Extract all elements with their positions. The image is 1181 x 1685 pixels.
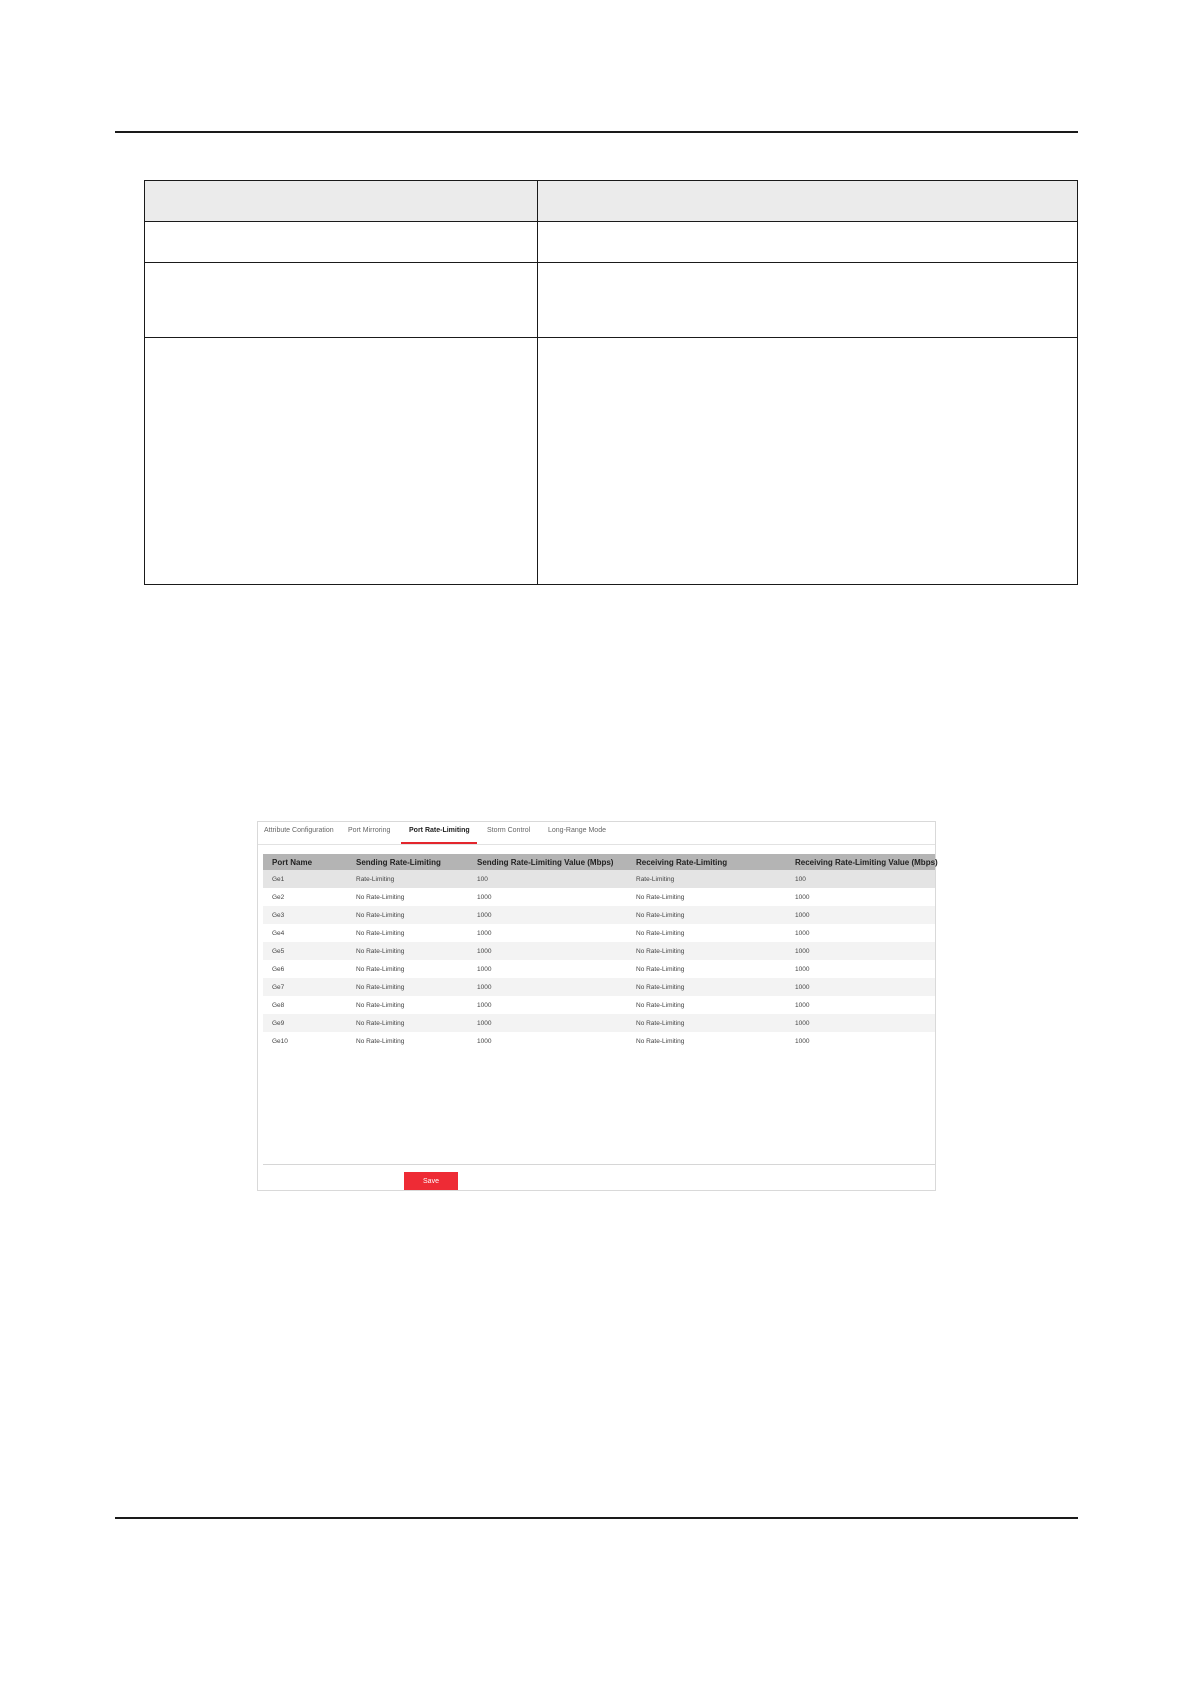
sending-mode-cell: No Rate-Limiting [347, 1032, 468, 1050]
receiving-value-cell: 1000 [786, 960, 935, 978]
port-name-cell: Ge7 [263, 978, 347, 996]
receiving-value-cell: 1000 [786, 1032, 935, 1050]
table-row[interactable] [263, 960, 935, 978]
receiving-value-cell: 1000 [786, 924, 935, 942]
footer-divider [263, 1164, 935, 1165]
sending-mode-cell: No Rate-Limiting [347, 906, 468, 924]
parameter-table-row [145, 338, 1078, 585]
table-row[interactable] [263, 978, 935, 996]
active-tab-indicator [401, 842, 477, 844]
parameter-table-row [145, 222, 1078, 263]
parameter-table [144, 180, 1078, 585]
parameter-cell [145, 222, 538, 263]
table-row[interactable] [263, 942, 935, 960]
parameter-table-header-row [145, 181, 1078, 222]
sending-mode-cell: No Rate-Limiting [347, 996, 468, 1014]
sending-mode-cell: No Rate-Limiting [347, 942, 468, 960]
sending-value-cell: 1000 [468, 960, 627, 978]
sending-value-cell: 1000 [468, 978, 627, 996]
tab-port-mirroring[interactable]: Port Mirroring [348, 827, 391, 834]
port-name-cell: Ge2 [263, 888, 347, 906]
sending-mode-cell: No Rate-Limiting [347, 960, 468, 978]
receiving-value-cell: 1000 [786, 996, 935, 1014]
sending-value-cell: 1000 [468, 942, 627, 960]
description-header-cell [538, 181, 1078, 222]
tab-storm-control[interactable]: Storm Control [487, 827, 531, 834]
port-rate-limiting-screenshot [257, 821, 936, 1191]
parameter-cell [145, 263, 538, 338]
table-header-row [263, 854, 935, 870]
column-header-receiving-rate-limiting[interactable]: Receiving Rate-Limiting [627, 854, 786, 870]
receiving-mode-cell: No Rate-Limiting [627, 1014, 786, 1032]
port-name-cell: Ge10 [263, 1032, 347, 1050]
tab-long-range-mode[interactable]: Long-Range Mode [548, 827, 606, 834]
port-name-cell: Ge5 [263, 942, 347, 960]
sending-value-cell: 1000 [468, 924, 627, 942]
table-row[interactable] [263, 1014, 935, 1032]
sending-mode-cell: No Rate-Limiting [347, 978, 468, 996]
sending-value-cell: 1000 [468, 1032, 627, 1050]
footer-rule [115, 1517, 1078, 1519]
column-header-receiving-value[interactable]: Receiving Rate-Limiting Value (Mbps) [786, 854, 935, 870]
column-header-sending-value[interactable]: Sending Rate-Limiting Value (Mbps) [468, 854, 627, 870]
table-row[interactable] [263, 906, 935, 924]
column-header-port-name[interactable]: Port Name [263, 854, 347, 870]
table-row[interactable] [263, 1032, 935, 1050]
description-cell [538, 222, 1078, 263]
sending-value-cell: 1000 [468, 888, 627, 906]
receiving-value-cell: 1000 [786, 1014, 935, 1032]
sending-value-cell: 1000 [468, 906, 627, 924]
receiving-mode-cell: No Rate-Limiting [627, 888, 786, 906]
parameter-table-row [145, 263, 1078, 338]
column-header-sending-rate-limiting[interactable]: Sending Rate-Limiting [347, 854, 468, 870]
table-row[interactable] [263, 870, 935, 888]
receiving-mode-cell: No Rate-Limiting [627, 960, 786, 978]
receiving-mode-cell: Rate-Limiting [627, 870, 786, 888]
header-rule [115, 131, 1078, 133]
port-name-cell: Ge3 [263, 906, 347, 924]
sending-mode-cell: No Rate-Limiting [347, 888, 468, 906]
port-name-cell: Ge9 [263, 1014, 347, 1032]
table-row[interactable] [263, 888, 935, 906]
table-row[interactable] [263, 996, 935, 1014]
save-button[interactable]: Save [404, 1172, 458, 1190]
port-name-cell: Ge8 [263, 996, 347, 1014]
tab-bar [258, 822, 935, 845]
receiving-value-cell: 1000 [786, 978, 935, 996]
description-cell [538, 263, 1078, 338]
receiving-value-cell: 100 [786, 870, 935, 888]
tab-port-rate-limiting[interactable]: Port Rate-Limiting [409, 827, 470, 834]
receiving-mode-cell: No Rate-Limiting [627, 924, 786, 942]
receiving-mode-cell: No Rate-Limiting [627, 942, 786, 960]
parameter-header-cell [145, 181, 538, 222]
port-name-cell: Ge4 [263, 924, 347, 942]
table-row[interactable] [263, 924, 935, 942]
port-name-cell: Ge1 [263, 870, 347, 888]
receiving-mode-cell: No Rate-Limiting [627, 996, 786, 1014]
sending-mode-cell: Rate-Limiting [347, 870, 468, 888]
port-name-cell: Ge6 [263, 960, 347, 978]
sending-value-cell: 1000 [468, 996, 627, 1014]
sending-mode-cell: No Rate-Limiting [347, 924, 468, 942]
receiving-value-cell: 1000 [786, 906, 935, 924]
receiving-mode-cell: No Rate-Limiting [627, 906, 786, 924]
description-cell [538, 338, 1078, 585]
tab-attribute-configuration[interactable]: Attribute Configuration [264, 827, 334, 834]
sending-value-cell: 100 [468, 870, 627, 888]
receiving-value-cell: 1000 [786, 888, 935, 906]
sending-mode-cell: No Rate-Limiting [347, 1014, 468, 1032]
sending-value-cell: 1000 [468, 1014, 627, 1032]
receiving-value-cell: 1000 [786, 942, 935, 960]
receiving-mode-cell: No Rate-Limiting [627, 1032, 786, 1050]
port-rate-limiting-table [263, 854, 938, 1050]
receiving-mode-cell: No Rate-Limiting [627, 978, 786, 996]
parameter-cell [145, 338, 538, 585]
